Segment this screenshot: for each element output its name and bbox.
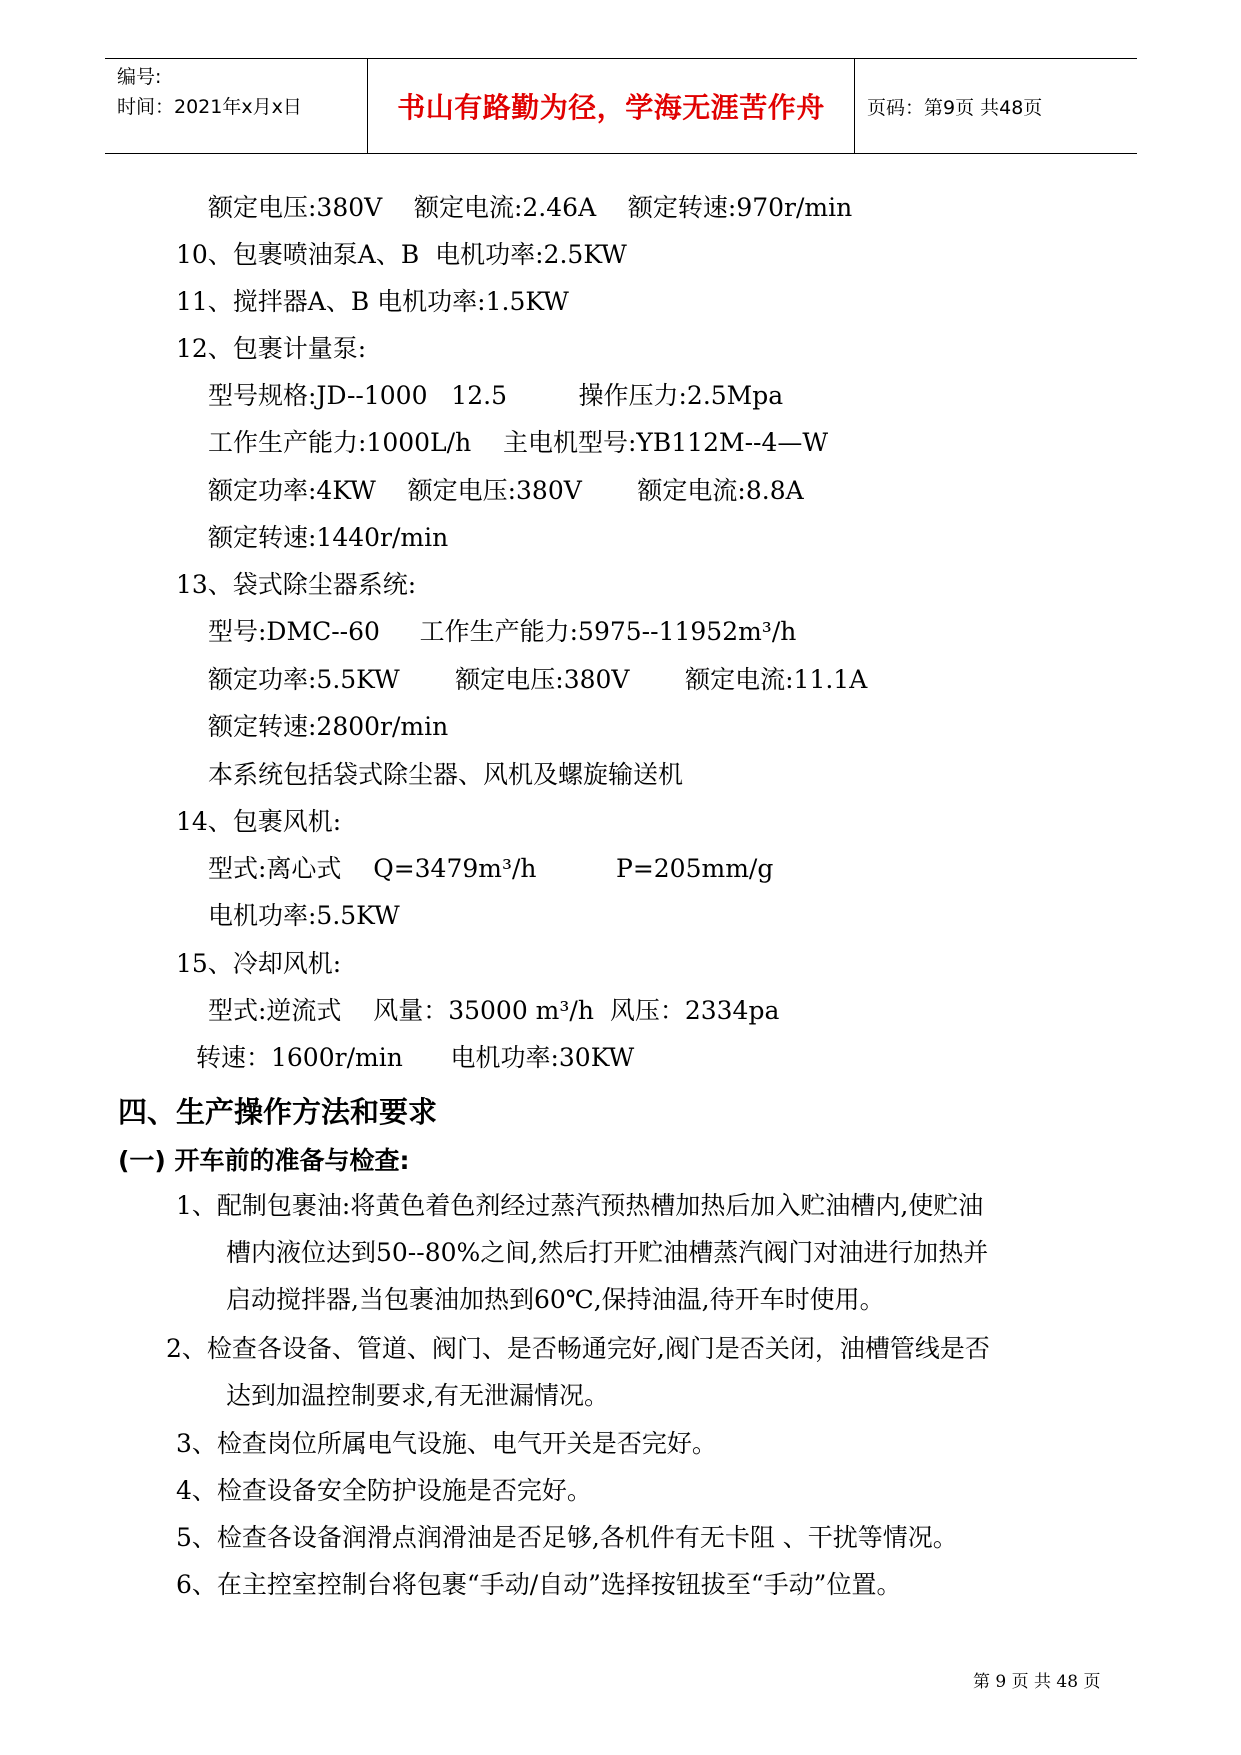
spec-line: 14、包裹风机: — [176, 807, 342, 836]
step-continuation: 槽内液位达到50--80%之间,然后打开贮油槽蒸汽阀门对油进行加热并 — [226, 1238, 989, 1267]
spec-line: 型号规格:JD--1000 12.5 操作压力:2.5Mpa — [208, 381, 784, 410]
spec-line: 额定功率:5.5KW 额定电压:380V 额定电流:11.1A — [208, 665, 868, 694]
step-continuation: 达到加温控制要求,有无泄漏情况。 — [226, 1381, 609, 1410]
step-item: 3、检查岗位所属电气设施、电气开关是否完好。 — [176, 1429, 717, 1458]
step-continuation: 启动搅拌器,当包裹油加热到60℃,保持油温,待开车时使用。 — [226, 1285, 885, 1314]
spec-line: 型式:逆流式 风量：35000 m³/h 风压：2334pa — [208, 996, 780, 1025]
step-item: 1、配制包裹油:将黄色着色剂经过蒸汽预热槽加热后加入贮油槽内,使贮油 — [176, 1191, 984, 1220]
spec-line: 本系统包括袋式除尘器、风机及螺旋输送机 — [208, 760, 684, 789]
spec-line: 电机功率:5.5KW — [208, 901, 400, 930]
section-heading: 四、生产操作方法和要求 — [118, 1095, 438, 1129]
spec-line: 10、包裹喷油泵A、B 电机功率:2.5KW — [176, 240, 627, 269]
header-motto: 书山有路勤为径，学海无涯苦作舟 — [397, 91, 825, 124]
spec-line: 工作生产能力:1000L/h 主电机型号:YB112M--4—W — [208, 428, 829, 457]
spec-line: 转速：1600r/min 电机功率:30KW — [196, 1043, 635, 1072]
step-item: 2、检查各设备、管道、阀门、是否畅通完好,阀门是否关闭，油槽管线是否 — [166, 1334, 990, 1363]
spec-line: 额定转速:1440r/min — [208, 523, 449, 552]
step-item: 4、检查设备安全防护设施是否完好。 — [176, 1476, 592, 1505]
spec-line: 额定功率:4KW 额定电压:380V 额定电流:8.8A — [208, 476, 804, 505]
spec-line: 13、袋式除尘器系统: — [176, 570, 417, 599]
spec-line: 型号:DMC--60 工作生产能力:5975--11952m³/h — [208, 617, 797, 646]
spec-line: 15、冷却风机: — [176, 949, 342, 978]
step-item: 5、检查各设备润滑点润滑油是否足够,各机件有无卡阻 、干扰等情况。 — [176, 1523, 958, 1552]
spec-line: 型式:离心式 Q=3479m³/h P=205mm/g — [208, 854, 774, 883]
spec-line: 12、包裹计量泵: — [176, 334, 367, 363]
header-motto-cell — [368, 59, 855, 153]
subsection-heading: (一) 开车前的准备与检查: — [118, 1146, 410, 1175]
document-number-label: 编号: — [117, 66, 162, 88]
spec-line: 额定转速:2800r/min — [208, 712, 449, 741]
header-page-label: 页码：第9页 共48页 — [867, 97, 1043, 119]
header-page-cell — [855, 59, 1137, 153]
document-time-label: 时间：2021年x月x日 — [117, 96, 302, 118]
header-info-cell — [105, 59, 368, 153]
spec-line: 额定电压:380V 额定电流:2.46A 额定转速:970r/min — [208, 193, 853, 222]
step-item: 6、在主控室控制台将包裹“手动/自动”选择按钮拔至“手动”位置。 — [176, 1570, 902, 1599]
spec-line: 11、搅拌器A、B 电机功率:1.5KW — [176, 287, 569, 316]
page-header — [105, 58, 1137, 154]
page-footer: 第 9 页 共 48 页 — [973, 1672, 1101, 1692]
